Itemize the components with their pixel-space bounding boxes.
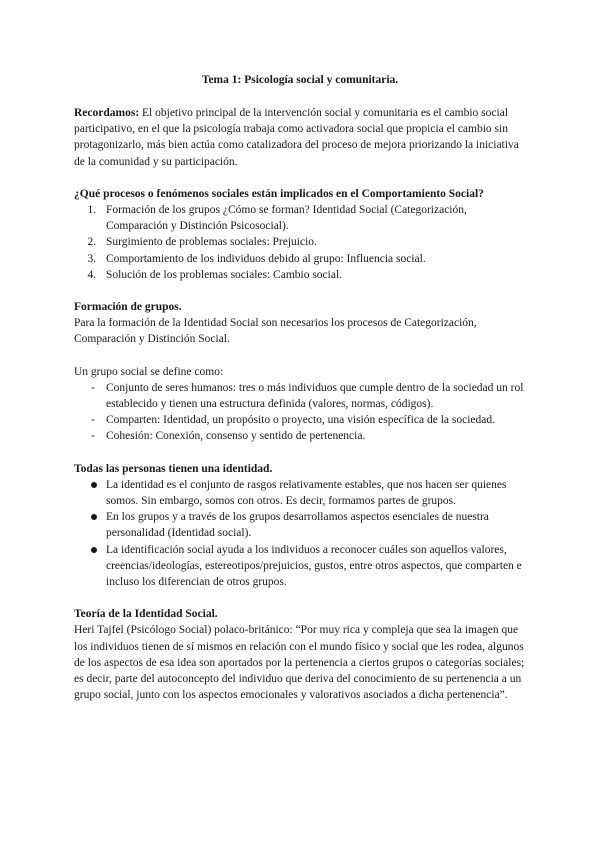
grupo-social-section [74,364,526,445]
procesos-heading: ¿Qué procesos o fenómenos sociales están implicados en el Comportamiento Social? [74,187,484,200]
list-item: 3. Comportamiento de los individuos debido al grupo: Influencia social. [99,251,526,267]
list-item: - Conjunto de seres humanos: tres o más individuos que cumple dentro de la sociedad un rol establecido y tienen una estructura definida (valores, normas, códigos). [74,380,526,412]
teoria-section [74,606,526,703]
list-item: La identidad es el conjunto de rasgos relativamente estables, que nos hacen ser quienes somos. Sin embargo, somos con otros. Es decir, formamos partes de grupos. [74,477,526,509]
recordamos-text: El objetivo principal de la intervención social y comunitaria es el cambio social participativo, en el que la psicología trabaja como activadora social que propicia el cambio sin protagonizarlo, más bien actúa como catalizadora del proceso de mejora priorizando la iniciativa de la comunidad y su participación. [74,107,519,168]
grupo-social-intro: Un grupo social se define como: [74,365,224,378]
formacion-section [74,299,526,348]
formacion-text: Para la formación de la Identidad Social son necesarios los procesos de Categorización, Comparación y Distinción Social. [74,317,477,346]
identidad-list [74,477,526,590]
teoria-text: Heri Tajfel (Psicólogo Social) polaco-británico: “Por muy rica y compleja que sea la imagen que los individuos tienen de sí mismos en relación con el mundo físico y social que les rodea, algunos de los aspectos de esa idea son aportados por la pertenencia a ciertos grupos o categorías sociales; es decir, parte del autoconcepto del individuo que deriva del conocimiento de su pertenencia a un grupo social, junto con los aspectos emocionales y valorativos asociados a dicha pertenencia”. [74,624,525,702]
list-item: 2. Surgimiento de problemas sociales: Prejuicio. [99,234,526,250]
procesos-section [74,186,526,283]
recordamos-label: Recordamos: [74,107,140,119]
page-title: Tema 1: Psicología social y comunitaria. [201,74,399,86]
teoria-heading: Teoría de la Identidad Social. [74,608,218,621]
list-item: 1. Formación de los grupos ¿Cómo se forman? Identidad Social (Categorización, Comparación y Distinción Psicosocial). [99,202,526,234]
identidad-section [74,461,526,591]
list-item: La identificación social ayuda a los individuos a reconocer cuáles son aquellos valores, creencias/ideologías, estereotipos/prejuicios, gustos, entre otros aspectos, que comparten e incluso los diferencian de otros grupos. [74,542,526,591]
grupo-social-list [74,380,526,445]
identidad-heading: Todas las personas tienen una identidad. [74,462,273,475]
list-item: 4. Solución de los problemas sociales: Cambio social. [99,267,526,283]
formacion-heading: Formación de grupos. [74,301,182,314]
list-item: - Comparten: Identidad, un propósito o proyecto, una visión específica de la sociedad. [74,412,526,428]
list-item: En los grupos y a través de los grupos desarrollamos aspectos esenciales de nuestra personalidad (Identidad social). [74,509,526,541]
recordamos-paragraph [74,105,526,170]
procesos-list [74,202,526,283]
list-item: - Cohesión: Conexión, consenso y sentido de pertenencia. [74,428,526,444]
